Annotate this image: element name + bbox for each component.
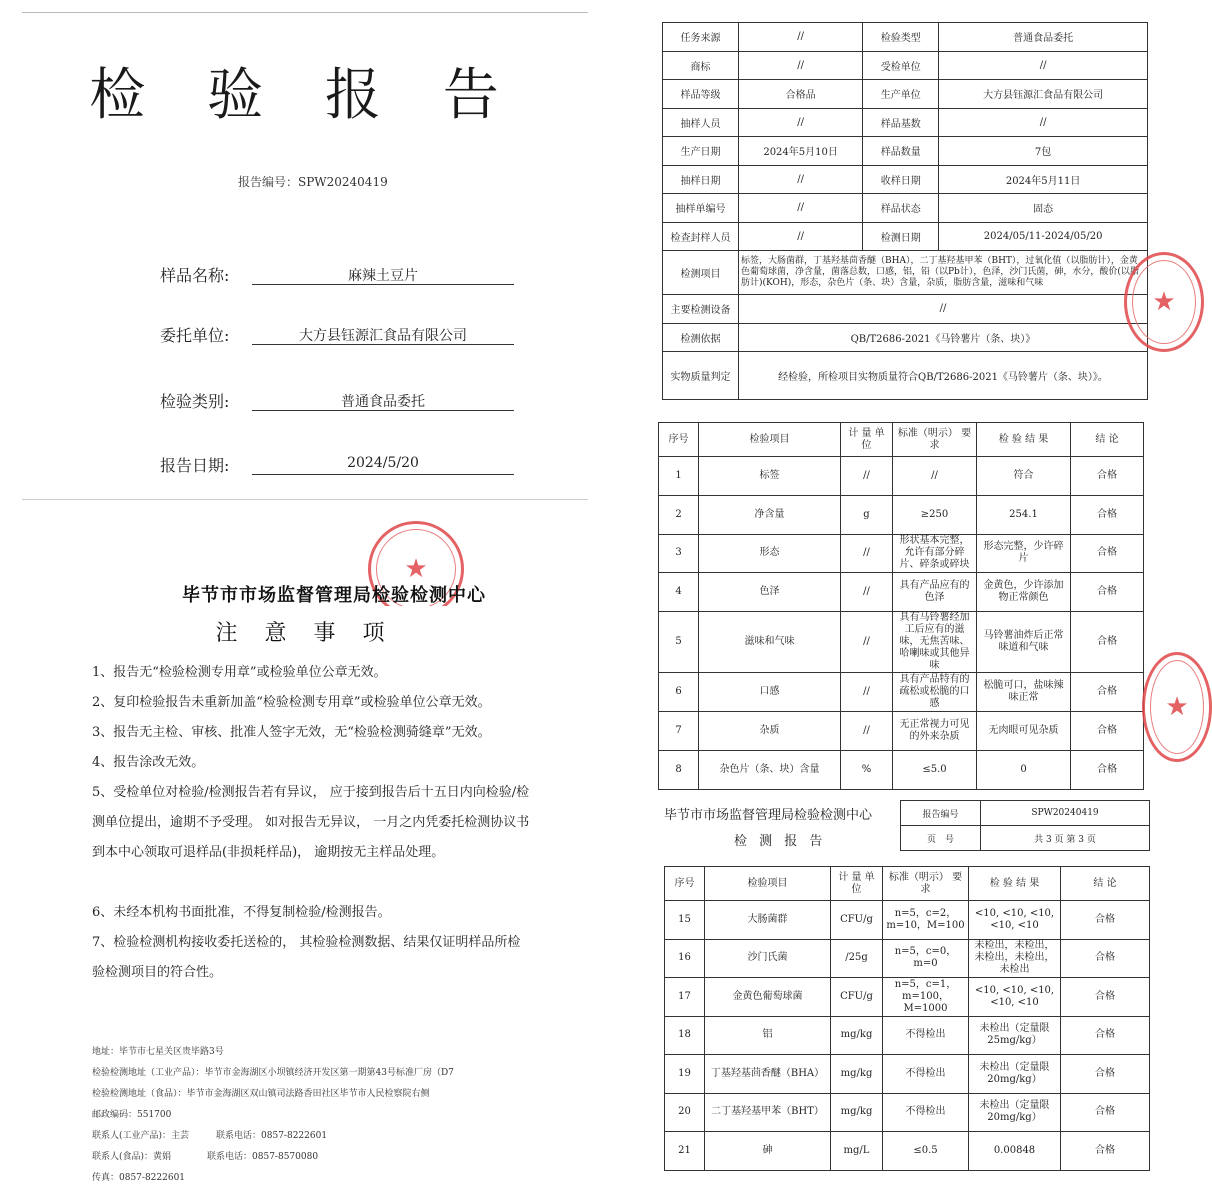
table-row	[663, 295, 1148, 324]
cell: 大方县钰源汇食品有限公司	[939, 80, 1148, 109]
results-table	[658, 422, 1144, 790]
cell: 形状基本完整，允许有部分碎片、碎条或碎块	[893, 534, 977, 573]
sample-info-table	[662, 22, 1148, 400]
cell: 合格	[1071, 457, 1144, 496]
table-row	[665, 939, 1150, 978]
notice-item: 7、检验检测机构接收委托送检的， 其检验检测数据、结果仅证明样品所检验检测项目的符合性。	[92, 935, 521, 980]
cell: 抽样日期	[663, 165, 739, 194]
cell: 检查封样人员	[663, 222, 739, 251]
cell: 19	[665, 1055, 705, 1094]
table-row	[663, 108, 1148, 137]
star-icon: ★	[1152, 287, 1176, 317]
cell: 检测日期	[863, 222, 939, 251]
cell: 样品等级	[663, 80, 739, 109]
cell: 实物质量判定	[663, 352, 739, 400]
cell: 具有马铃薯经加工后应有的滋味，无焦苦味、哈喇味或其他异味	[893, 612, 977, 673]
cell: 0	[977, 750, 1071, 789]
cell: n=5，c=0，m=0	[883, 939, 969, 978]
cell: SPW20240419	[981, 801, 1150, 826]
star-icon: ★	[1165, 692, 1189, 722]
address-line: 联系人(食品)：黄娟 联系电话：0857-8570080	[92, 1152, 319, 1162]
cell: 无正常视力可见的外来杂质	[893, 711, 977, 750]
cell: 任务来源	[663, 23, 739, 52]
sample-info-page	[614, 10, 1180, 398]
notice-item: 5、受检单位对检验/检测报告若有异议， 应于接到报告后十五日内向检验/检测单位提出，逾期不予受理。 如对报告无异议， 一月之内凭委托检测协议书到本中心领取可退样品(非损耗样品)， 逾期按无主样品处理。	[92, 785, 530, 860]
table-row	[659, 573, 1144, 612]
cell: 商标	[663, 51, 739, 80]
cell: 17	[665, 978, 705, 1017]
address-line: 检验检测地址（工业产品）：毕节市金海湖区小坝镇经济开发区第一期第43号标准厂房（D7	[92, 1068, 454, 1078]
notice-item: 6、未经本机构书面批准，不得复制检验/检测报告。	[92, 905, 391, 920]
cell: //	[739, 165, 863, 194]
cell: 杂色片（条、块）含量	[699, 750, 841, 789]
cell: 生产日期	[663, 137, 739, 166]
cell: 7	[659, 711, 699, 750]
table-row	[663, 80, 1148, 109]
divider	[22, 499, 588, 500]
cell: //	[739, 51, 863, 80]
cell: 18	[665, 1016, 705, 1055]
cell: 具有产品应有的色泽	[893, 573, 977, 612]
notice-title: 注 意 事 项	[215, 621, 395, 646]
cell: 合格	[1071, 573, 1144, 612]
cell: 未检出（定量限20mg/kg）	[969, 1055, 1061, 1094]
table-row	[659, 457, 1144, 496]
cell: 1	[659, 457, 699, 496]
report-date-label: 报告日期:	[160, 456, 230, 475]
cell: 杂质	[699, 711, 841, 750]
cell: 2024年5月10日	[739, 137, 863, 166]
cell: //	[841, 573, 893, 612]
cell: //	[739, 295, 1148, 324]
cell: ≤0.5	[883, 1132, 969, 1171]
cell: 标签	[699, 457, 841, 496]
cell: //	[739, 222, 863, 251]
cell: 合格	[1071, 612, 1144, 673]
cell: 大肠菌群	[705, 901, 831, 940]
sample-name-value: 麻辣土豆片	[252, 263, 514, 285]
cell: 抽样人员	[663, 108, 739, 137]
cell: 受检单位	[863, 51, 939, 80]
official-seal	[1142, 652, 1212, 762]
cell: //	[841, 711, 893, 750]
cell: 样品数量	[863, 137, 939, 166]
table-row	[901, 801, 1150, 826]
star-icon: ★	[404, 554, 428, 584]
cell: 合格	[1061, 939, 1150, 978]
table-row	[663, 23, 1148, 52]
cell: %	[841, 750, 893, 789]
table-row	[663, 352, 1148, 400]
cell: 不得检出	[883, 1055, 969, 1094]
cell: 抽样单编号	[663, 194, 739, 223]
cell: 检验类型	[863, 23, 939, 52]
page-header	[664, 800, 1150, 852]
cell: 普通食品委托	[939, 23, 1148, 52]
table-row	[659, 673, 1144, 712]
cell: //	[841, 612, 893, 673]
cell: 符合	[977, 457, 1071, 496]
header-cell: 结 论	[1071, 423, 1144, 457]
table-header-row	[659, 423, 1144, 457]
table-row	[659, 750, 1144, 789]
cell: 4	[659, 573, 699, 612]
notice-item: 3、报告无主检、审核、批准人签字无效，无“检验检测骑缝章”无效。	[92, 725, 491, 740]
notice-item: 4、报告涂改无效。	[92, 755, 205, 770]
table-row	[665, 901, 1150, 940]
address-line: 邮政编码：551700	[92, 1110, 172, 1120]
table-row	[659, 711, 1144, 750]
cell: 合格	[1061, 1016, 1150, 1055]
table-row	[901, 826, 1150, 851]
report-number: 报告编号：SPW20240419	[238, 175, 388, 189]
cell: 合格	[1061, 1132, 1150, 1171]
cell: 金黄色，少许添加物正常颜色	[977, 573, 1071, 612]
address-line: 检验检测地址（食品）：毕节市金海湖区双山镇司法路香田社区毕节市人民检察院右侧	[92, 1089, 430, 1099]
address-line: 联系人(工业产品)：主芸 联系电话：0857-8222601	[92, 1131, 328, 1141]
cell: 检测依据	[663, 323, 739, 352]
report-title: 检 验 报 告	[89, 63, 521, 128]
notice-item: 2、复印检验报告未重新加盖“检验检测专用章”或检验单位公章无效。	[92, 695, 491, 710]
cell: 未检出（定量限25mg/kg）	[969, 1016, 1061, 1055]
cell: 15	[665, 901, 705, 940]
cell: ≥250	[893, 495, 977, 534]
sample-name-label: 样品名称:	[160, 266, 230, 285]
cell: 报告编号	[901, 801, 981, 826]
cell: /25g	[831, 939, 883, 978]
cell: 合格	[1071, 673, 1144, 712]
header-cell: 检验项目	[699, 423, 841, 457]
cell: 合格	[1071, 534, 1144, 573]
cell: mg/kg	[831, 1055, 883, 1094]
table-row	[663, 51, 1148, 80]
test-items-cell: 标签，大肠菌群，丁基羟基茴香醚（BHA），二丁基羟基甲苯（BHT），过氧化值（以脂肪计），金黄色葡萄球菌，净含量，菌落总数，口感，铝，铅（以Pb计），色泽，沙门氏菌，砷，水分，酸价(以脂肪计)(KOH)，形态，杂色片（条、块）含量，杂质，脂肪含量，滋味和气味	[739, 251, 1148, 295]
cell: 合格	[1071, 711, 1144, 750]
cell: 固态	[939, 194, 1148, 223]
cell: //	[841, 673, 893, 712]
cell: <10, <10, <10, <10, <10	[969, 978, 1061, 1017]
cell: //	[739, 194, 863, 223]
client-label: 委托单位:	[160, 326, 230, 345]
issuing-center: 毕节市市场监督管理局检验检测中心	[182, 585, 486, 606]
cell: ≤5.0	[893, 750, 977, 789]
cell: 合格	[1061, 901, 1150, 940]
doc-title: 检 测 报 告	[734, 834, 827, 849]
cell: 254.1	[977, 495, 1071, 534]
cell: 样品基数	[863, 108, 939, 137]
cell: 主要检测设备	[663, 295, 739, 324]
table-row	[663, 137, 1148, 166]
table-row	[659, 495, 1144, 534]
cell: 16	[665, 939, 705, 978]
cell: 口感	[699, 673, 841, 712]
cell: 马铃薯油炸后正常味道和气味	[977, 612, 1071, 673]
cell: CFU/g	[831, 978, 883, 1017]
cell: 20	[665, 1093, 705, 1132]
header-cell: 标准（明示） 要 求	[883, 867, 969, 901]
cell: 不得检出	[883, 1093, 969, 1132]
cell: 沙门氏菌	[705, 939, 831, 978]
table-row	[665, 978, 1150, 1017]
cell: //	[939, 51, 1148, 80]
cell: 丁基羟基茴香醚（BHA）	[705, 1055, 831, 1094]
cell: CFU/g	[831, 901, 883, 940]
header-cell: 标准（明示） 要 求	[893, 423, 977, 457]
header-cell: 检 验 结 果	[969, 867, 1061, 901]
cell: QB/T2686-2021《马铃薯片（条、块）》	[739, 323, 1148, 352]
cell: 合格	[1071, 750, 1144, 789]
cell: 共 3 页 第 3 页	[981, 826, 1150, 851]
cell: 收样日期	[863, 165, 939, 194]
cell: 二丁基羟基甲苯（BHT）	[705, 1093, 831, 1132]
cell: 具有产品特有的疏松或松脆的口感	[893, 673, 977, 712]
cell: //	[841, 534, 893, 573]
test-type-label: 检验类别:	[160, 392, 230, 411]
cell: //	[841, 457, 893, 496]
cell: 不得检出	[883, 1016, 969, 1055]
cell: 合格品	[739, 80, 863, 109]
cell: 合格	[1061, 978, 1150, 1017]
cell: 松脆可口，盐味辣味正常	[977, 673, 1071, 712]
address-line: 传真：0857-8222601	[92, 1173, 186, 1183]
cell: 3	[659, 534, 699, 573]
official-seal	[1124, 252, 1204, 352]
cell: 金黄色葡萄球菌	[705, 978, 831, 1017]
results-table	[664, 866, 1150, 1171]
cell: 样品状态	[863, 194, 939, 223]
cell: 5	[659, 612, 699, 673]
cell: //	[739, 108, 863, 137]
results-page-3	[614, 800, 1180, 1190]
cell: n=5，c=1，m=100，M=1000	[883, 978, 969, 1017]
cell: 2024年5月11日	[939, 165, 1148, 194]
cell: 6	[659, 673, 699, 712]
cell: 未检出，未检出，未检出，未检出，未检出	[969, 939, 1061, 978]
cell: mg/kg	[831, 1016, 883, 1055]
table-row	[663, 251, 1148, 295]
table-row	[665, 1016, 1150, 1055]
cell: 形态	[699, 534, 841, 573]
cell: //	[893, 457, 977, 496]
notice-page	[22, 606, 588, 1190]
report-date-value: 2024/5/20	[252, 453, 514, 475]
cell: 色泽	[699, 573, 841, 612]
table-row	[663, 165, 1148, 194]
table-row	[665, 1132, 1150, 1171]
cell: 生产单位	[863, 80, 939, 109]
header-cell: 序号	[659, 423, 699, 457]
cell: 2	[659, 495, 699, 534]
table-row	[665, 1055, 1150, 1094]
table-row	[665, 1093, 1150, 1132]
header-cell: 计 量 单 位	[841, 423, 893, 457]
table-row	[659, 534, 1144, 573]
table-row	[663, 323, 1148, 352]
cell: 净含量	[699, 495, 841, 534]
cell: 无肉眼可见杂质	[977, 711, 1071, 750]
cell: 检测项目	[663, 251, 739, 295]
header-cell: 检验项目	[705, 867, 831, 901]
cell: 2024/05/11-2024/05/20	[939, 222, 1148, 251]
address-line: 地址：毕节市七星关区贵毕路3号	[92, 1047, 224, 1057]
cell: 合格	[1061, 1093, 1150, 1132]
cell: 滋味和气味	[699, 612, 841, 673]
cell: //	[739, 23, 863, 52]
test-type-value: 普通食品委托	[252, 389, 514, 411]
notice-item: 1、报告无“检验检测专用章”或检验单位公章无效。	[92, 665, 387, 680]
cell: mg/L	[831, 1132, 883, 1171]
table-row	[663, 222, 1148, 251]
org-name: 毕节市市场监督管理局检验检测中心	[664, 808, 873, 823]
cell: mg/kg	[831, 1093, 883, 1132]
cell: g	[841, 495, 893, 534]
cell: //	[939, 108, 1148, 137]
page-meta-table	[900, 800, 1150, 851]
cell: 8	[659, 750, 699, 789]
table-row	[659, 612, 1144, 673]
client-value: 大方县钰源汇食品有限公司	[252, 323, 514, 345]
table-header-row	[665, 867, 1150, 901]
header-cell: 计 量 单 位	[831, 867, 883, 901]
cell: 形态完整，少许碎片	[977, 534, 1071, 573]
cell: 21	[665, 1132, 705, 1171]
table-row	[663, 194, 1148, 223]
header-cell: 序号	[665, 867, 705, 901]
cell: 0.00848	[969, 1132, 1061, 1171]
cell: 7包	[939, 137, 1148, 166]
cell: 铝	[705, 1016, 831, 1055]
cell: 砷	[705, 1132, 831, 1171]
header-cell: 检 验 结 果	[977, 423, 1071, 457]
cell: <10, <10, <10, <10, <10	[969, 901, 1061, 940]
cover-page	[22, 12, 588, 606]
header-cell: 结 论	[1061, 867, 1150, 901]
cell: 经检验，所检项目实物质量符合QB/T2686-2021《马铃薯片（条、块）》。	[739, 352, 1148, 400]
cell: n=5，c=2，m=10，M=100	[883, 901, 969, 940]
cell: 页 号	[901, 826, 981, 851]
cell: 合格	[1061, 1055, 1150, 1094]
cell: 未检出（定量限20mg/kg）	[969, 1093, 1061, 1132]
cell: 合格	[1071, 495, 1144, 534]
results-page-1	[614, 414, 1189, 786]
